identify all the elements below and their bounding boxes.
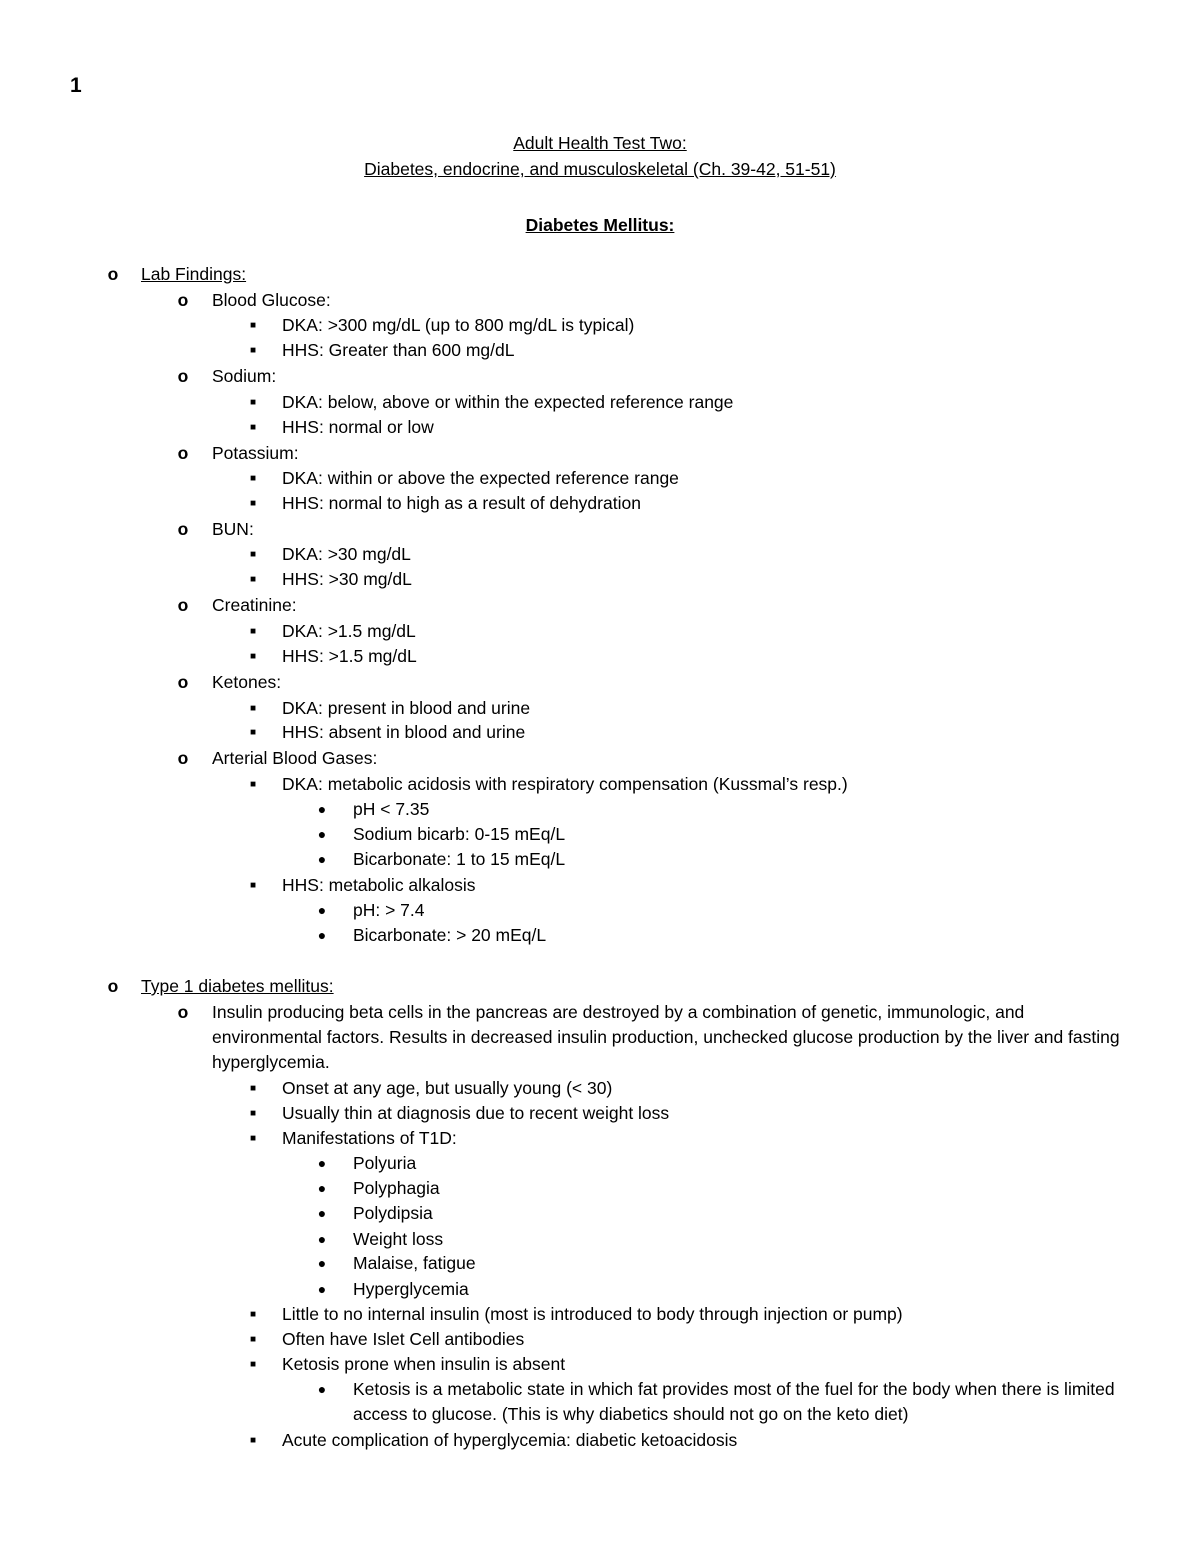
sodium-hhs: HHS: normal or low bbox=[282, 417, 434, 437]
level4-bullet: ● bbox=[317, 1381, 327, 1397]
level4-bullet: ● bbox=[317, 902, 327, 918]
level3-bullet: ■ bbox=[249, 779, 257, 790]
level4-bullet: ● bbox=[317, 1155, 327, 1171]
level4-bullet: ● bbox=[317, 851, 327, 867]
type1-thin: Usually thin at diagnosis due to recent weight loss bbox=[282, 1103, 670, 1123]
manifestation-item: Polyuria bbox=[353, 1153, 417, 1173]
level3-bullet: ■ bbox=[249, 1359, 257, 1370]
level3-bullet: ■ bbox=[249, 498, 257, 509]
level3-bullet: ■ bbox=[249, 549, 257, 560]
level3-bullet: ■ bbox=[249, 1083, 257, 1094]
level2-bullet: o bbox=[177, 595, 189, 615]
level1-bullet: o bbox=[107, 264, 119, 284]
type1-insulin: Little to no internal insulin (most is introduced to body through injection or pump) bbox=[282, 1304, 903, 1324]
type1-ketosis-detail: Ketosis is a metabolic state in which fat provides most of the fuel for the body when there is limited access to glucose. (This is why diabetics should not go on the keto diet) bbox=[353, 1379, 1115, 1424]
level2-bullet: o bbox=[177, 1002, 189, 1022]
potassium-hhs: HHS: normal to high as a result of dehydration bbox=[282, 493, 641, 513]
level3-bullet: ■ bbox=[249, 397, 257, 408]
level2-bullet: o bbox=[177, 748, 189, 768]
title-line-1: Adult Health Test Two: bbox=[513, 133, 687, 153]
level2-bullet: o bbox=[177, 290, 189, 310]
level3-bullet: ■ bbox=[249, 727, 257, 738]
creatinine-hhs: HHS: >1.5 mg/dL bbox=[282, 646, 417, 666]
creatinine-dka: DKA: >1.5 mg/dL bbox=[282, 621, 416, 641]
level2-bullet: o bbox=[177, 443, 189, 463]
level4-bullet: ● bbox=[317, 801, 327, 817]
abg-dka: DKA: metabolic acidosis with respiratory compensation (Kussmal’s resp.) bbox=[282, 774, 848, 794]
ketones-hhs: HHS: absent in blood and urine bbox=[282, 722, 526, 742]
manifestation-item: Polydipsia bbox=[353, 1203, 433, 1223]
abg-label: Arterial Blood Gases: bbox=[212, 748, 378, 768]
abg-hhs: HHS: metabolic alkalosis bbox=[282, 875, 476, 895]
abg-hhs-item: pH: > 7.4 bbox=[353, 900, 425, 920]
ketones-label: Ketones: bbox=[212, 672, 282, 692]
level4-bullet: ● bbox=[317, 1231, 327, 1247]
level3-bullet: ■ bbox=[249, 422, 257, 433]
potassium-dka: DKA: within or above the expected reference range bbox=[282, 468, 679, 488]
type1-ketosis: Ketosis prone when insulin is absent bbox=[282, 1354, 566, 1374]
document-title bbox=[0, 130, 1200, 182]
type1-heading: Type 1 diabetes mellitus: bbox=[141, 976, 334, 996]
level3-bullet: ■ bbox=[249, 1133, 257, 1144]
level4-bullet: ● bbox=[317, 927, 327, 943]
creatinine-label: Creatinine: bbox=[212, 595, 297, 615]
level4-bullet: ● bbox=[317, 826, 327, 842]
lab-findings-heading: Lab Findings: bbox=[141, 264, 247, 284]
manifestation-item: Malaise, fatigue bbox=[353, 1253, 476, 1273]
manifestation-item: Weight loss bbox=[353, 1229, 444, 1249]
level4-bullet: ● bbox=[317, 1281, 327, 1297]
manifestation-item: Hyperglycemia bbox=[353, 1279, 469, 1299]
level3-bullet: ■ bbox=[249, 626, 257, 637]
level4-bullet: ● bbox=[317, 1255, 327, 1271]
sodium-label: Sodium: bbox=[212, 366, 277, 386]
level3-bullet: ■ bbox=[249, 1309, 257, 1320]
manifestation-item: Polyphagia bbox=[353, 1178, 440, 1198]
sodium-dka: DKA: below, above or within the expected reference range bbox=[282, 392, 734, 412]
level3-bullet: ■ bbox=[249, 345, 257, 356]
level3-bullet: ■ bbox=[249, 473, 257, 484]
level3-bullet: ■ bbox=[249, 1108, 257, 1119]
ketones-dka: DKA: present in blood and urine bbox=[282, 698, 531, 718]
abg-dka-item: Sodium bicarb: 0-15 mEq/L bbox=[353, 824, 566, 844]
level1-bullet: o bbox=[107, 976, 119, 996]
title-line-2: Diabetes, endocrine, and musculoskeletal (Ch. 39-42, 51-51) bbox=[364, 159, 836, 179]
bun-label: BUN: bbox=[212, 519, 254, 539]
level4-bullet: ● bbox=[317, 1180, 327, 1196]
level3-bullet: ■ bbox=[249, 703, 257, 714]
level2-bullet: o bbox=[177, 519, 189, 539]
bun-hhs: HHS: >30 mg/dL bbox=[282, 569, 412, 589]
level3-bullet: ■ bbox=[249, 1334, 257, 1345]
level3-bullet: ■ bbox=[249, 574, 257, 585]
level3-bullet: ■ bbox=[249, 880, 257, 891]
blood-glucose-hhs: HHS: Greater than 600 mg/dL bbox=[282, 340, 515, 360]
blood-glucose-dka: DKA: >300 mg/dL (up to 800 mg/dL is typical) bbox=[282, 315, 635, 335]
level3-bullet: ■ bbox=[249, 651, 257, 662]
section-heading: Diabetes Mellitus: bbox=[525, 215, 675, 235]
bun-dka: DKA: >30 mg/dL bbox=[282, 544, 411, 564]
level4-bullet: ● bbox=[317, 1205, 327, 1221]
abg-hhs-item: Bicarbonate: > 20 mEq/L bbox=[353, 925, 547, 945]
type1-acute: Acute complication of hyperglycemia: diabetic ketoacidosis bbox=[282, 1430, 738, 1450]
level3-bullet: ■ bbox=[249, 320, 257, 331]
level3-bullet: ■ bbox=[249, 1435, 257, 1446]
abg-dka-item: pH < 7.35 bbox=[353, 799, 430, 819]
potassium-label: Potassium: bbox=[212, 443, 299, 463]
abg-dka-item: Bicarbonate: 1 to 15 mEq/L bbox=[353, 849, 566, 869]
type1-islet: Often have Islet Cell antibodies bbox=[282, 1329, 525, 1349]
level2-bullet: o bbox=[177, 672, 189, 692]
blood-glucose-label: Blood Glucose: bbox=[212, 290, 331, 310]
page-number: 1 bbox=[70, 74, 82, 97]
type1-description: Insulin producing beta cells in the pancreas are destroyed by a combination of genetic, immunologic, and environmental factors. Results in decreased insulin production, unchecked glucose production by the liver and fasting hyperglycemia. bbox=[212, 1002, 1120, 1072]
type1-onset: Onset at any age, but usually young (< 30) bbox=[282, 1078, 613, 1098]
level2-bullet: o bbox=[177, 366, 189, 386]
type1-manifestations-label: Manifestations of T1D: bbox=[282, 1128, 457, 1148]
